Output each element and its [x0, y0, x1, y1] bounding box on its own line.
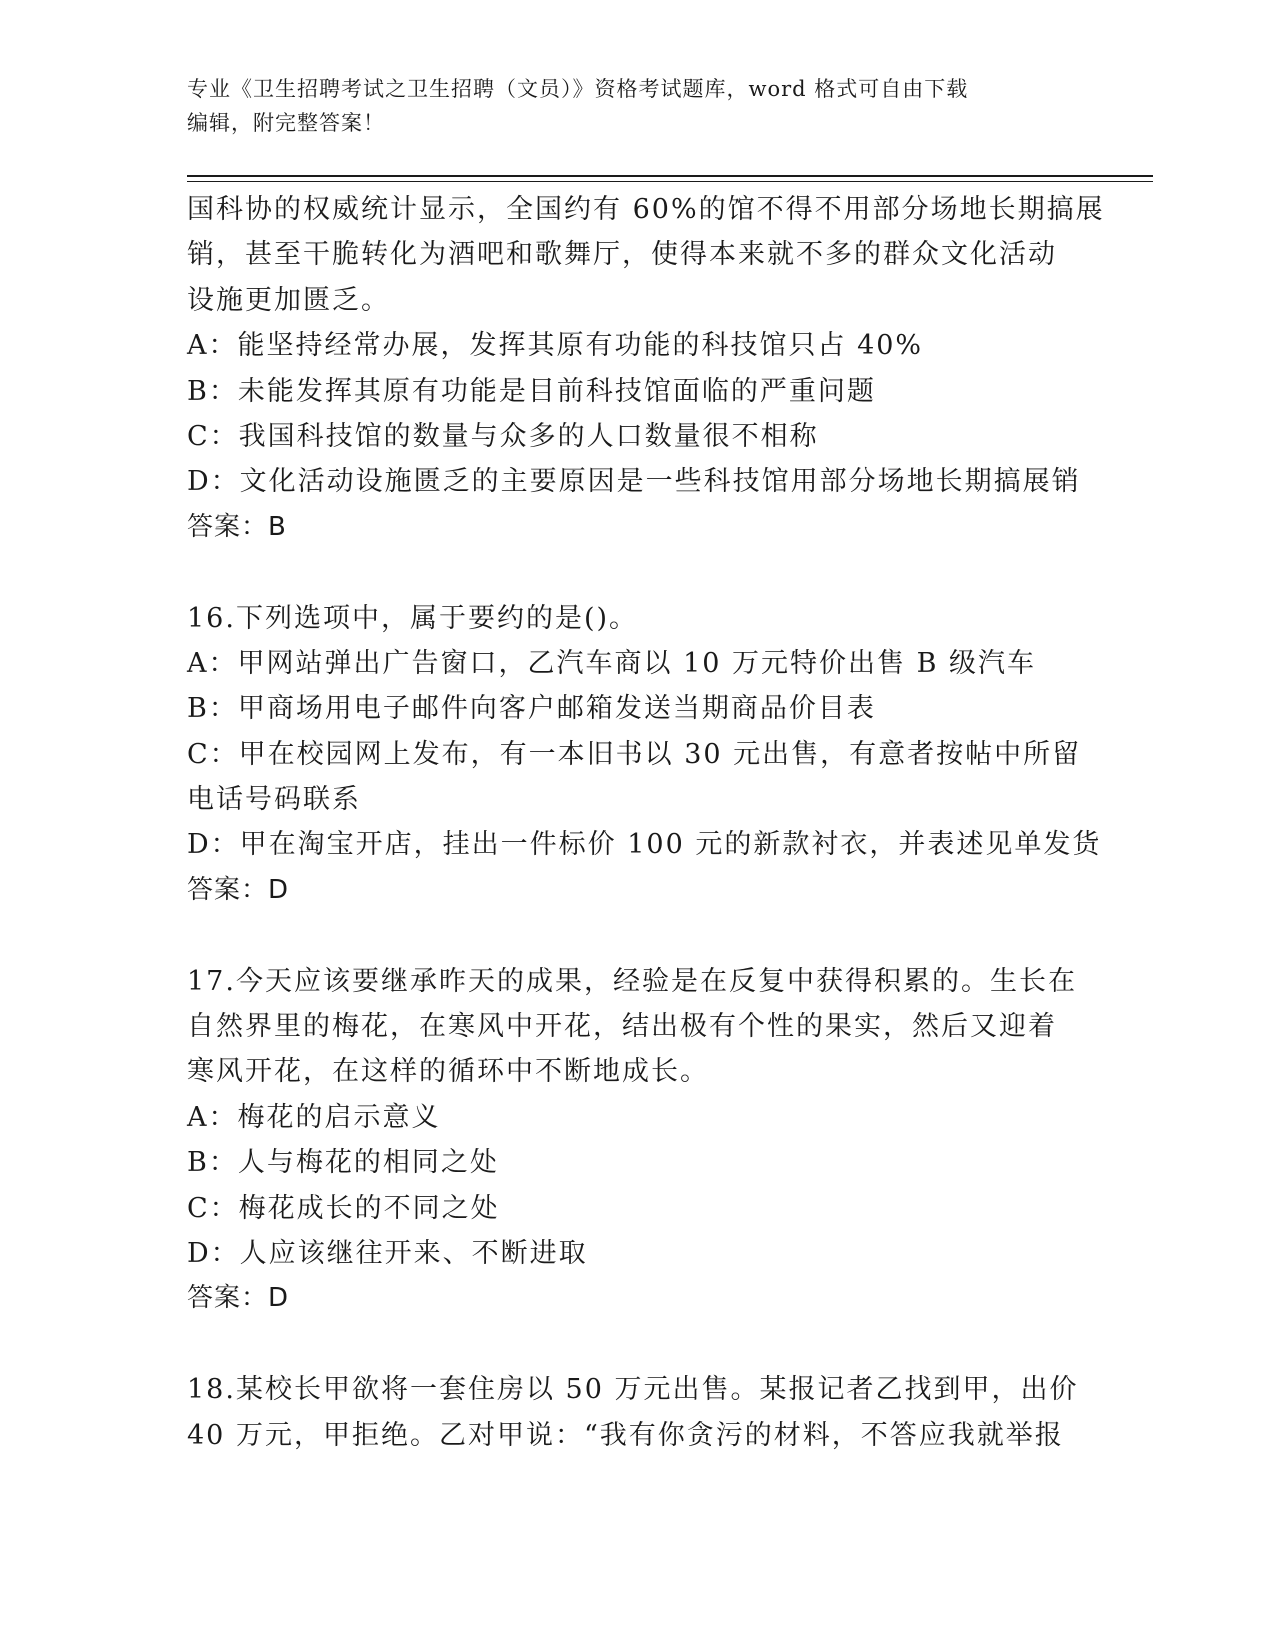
question-content: [187, 187, 1105, 1458]
header-divider-thin: [187, 181, 1153, 182]
option-c: C：梅花成长的不同之处: [187, 1192, 500, 1224]
question-stem-line: 40 万元，甲拒绝。乙对甲说：“我有你贪污的材料，不答应我就举报: [187, 1419, 1064, 1451]
question-stem-line: 17.今天应该要继承昨天的成果，经验是在反复中获得积累的。生长在: [187, 965, 1077, 997]
question-15: [187, 187, 1105, 550]
question-stem-line: 设施更加匮乏。: [187, 284, 390, 316]
question-16: [187, 596, 1102, 914]
document-header: [187, 72, 1067, 140]
option-a: A：梅花的启示意义: [187, 1101, 441, 1133]
question-stem-line: 16.下列选项中，属于要约的是()。: [187, 602, 639, 634]
spacer: [187, 913, 1087, 958]
spacer: [187, 550, 1087, 595]
option-c-continued: 电话号码联系: [187, 784, 361, 816]
question-stem-line: 国科协的权威统计显示，全国约有 60%的馆不得不用部分场地长期搞展: [187, 194, 1105, 225]
option-c: C：甲在校园网上发布，有一本旧书以 30 元出售，有意者按帖中所留: [187, 738, 1082, 770]
answer-label: 答案：D: [187, 874, 290, 905]
question-17: [187, 959, 1087, 1322]
answer-label: 答案：D: [187, 1283, 290, 1314]
question-stem-line: 寒风开花，在这样的循环中不断地成长。: [187, 1056, 709, 1088]
header-divider-thick: [187, 175, 1153, 177]
option-d: D：甲在淘宝开店，挂出一件标价 100 元的新款衬衣，并表述见单发货: [187, 829, 1102, 861]
option-d: D：文化活动设施匮乏的主要原因是一些科技馆用部分场地长期搞展销: [187, 466, 1081, 498]
answer-label: 答案：B: [187, 511, 287, 542]
question-stem-line: 自然界里的梅花，在寒风中开花，结出极有个性的果实，然后又迎着: [187, 1011, 1057, 1043]
header-title-line-2: 编辑，附完整答案！: [187, 111, 385, 135]
option-b: B：未能发挥其原有功能是目前科技馆面临的严重问题: [187, 375, 876, 407]
header-title-line-1: 专业《卫生招聘考试之卫生招聘（文员）》资格考试题库，word 格式可自由下载: [187, 77, 969, 101]
option-c: C：我国科技馆的数量与众多的人口数量很不相称: [187, 420, 819, 452]
option-d: D：人应该继往开来、不断进取: [187, 1237, 588, 1269]
question-stem-line: 销，甚至干脆转化为酒吧和歌舞厅，使得本来就不多的群众文化活动: [187, 239, 1057, 271]
spacer: [187, 1322, 1087, 1367]
option-a: A：甲网站弹出广告窗口，乙汽车商以 10 万元特价出售 B 级汽车: [187, 647, 1037, 679]
question-18: [187, 1367, 1087, 1458]
option-a: A：能坚持经常办展，发挥其原有功能的科技馆只占 40%: [187, 330, 924, 362]
option-b: B：人与梅花的相同之处: [187, 1147, 499, 1179]
question-stem-line: 18.某校长甲欲将一套住房以 50 万元出售。某报记者乙找到甲，出价: [187, 1374, 1079, 1406]
option-b: B：甲商场用电子邮件向客户邮箱发送当期商品价目表: [187, 693, 876, 725]
